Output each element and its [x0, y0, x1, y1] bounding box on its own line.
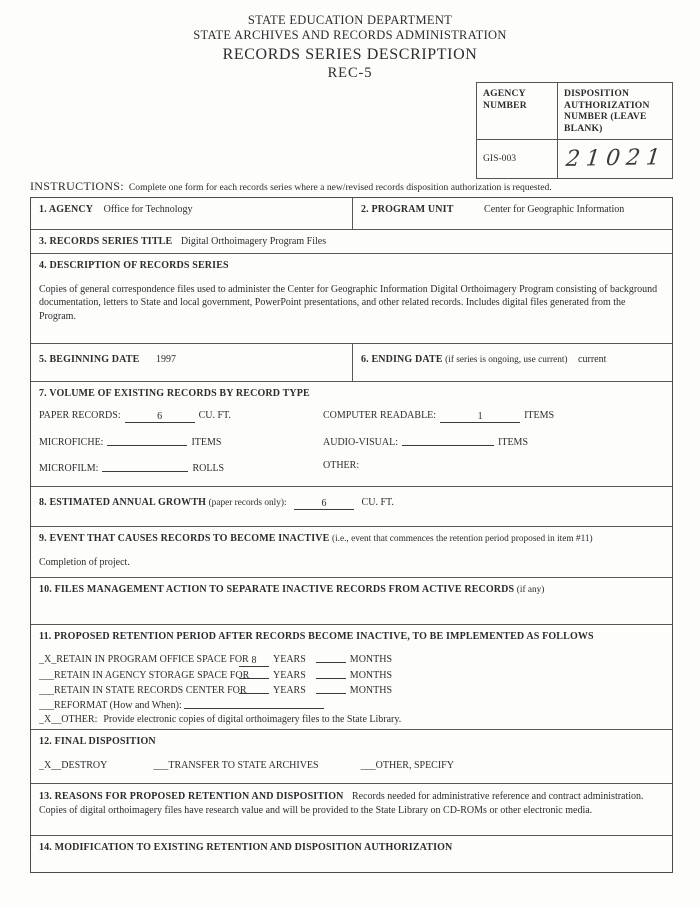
agency-number-value: GIS-003: [477, 140, 558, 178]
field-retention-period: [31, 624, 672, 729]
ending-date-label: 6. ENDING DATE: [361, 354, 443, 365]
row-agency-program: [31, 198, 672, 229]
destroy-option: [39, 760, 107, 771]
audio-visual-blank: [402, 434, 494, 446]
reformat-check: ___: [39, 700, 54, 712]
description-value: Copies of general correspondence files used to administer the Center for Geographic Information Digital Orthoimagery Program consisting of background documentation, letters to State and local government, PowerPoint presentations, and other related records. Includes digital files generated from the Program.: [39, 283, 658, 322]
reformat-label: REFORMAT (How and When):: [54, 700, 182, 712]
row-dates: [31, 343, 672, 381]
other-specify-option: [361, 760, 454, 771]
retention-label-2: RETAIN IN STATE RECORDS CENTER FOR: [54, 684, 247, 696]
field-agency: [31, 198, 353, 229]
inactive-event-note: (i.e., event that commences the retention period proposed in item #11): [331, 534, 593, 544]
agency-label: 1. AGENCY: [39, 204, 94, 215]
computer-readable-label: COMPUTER READABLE:: [323, 409, 437, 421]
field-modification: [31, 835, 672, 872]
microfilm-label: MICROFILM:: [39, 463, 99, 474]
volume-title: 7. VOLUME OF EXISTING RECORDS BY RECORD TYPE: [39, 388, 310, 399]
retention-years-blank-2: [239, 682, 269, 694]
header-department: STATE EDUCATION DEPARTMENT: [247, 13, 453, 27]
field-reasons: [31, 783, 672, 835]
retention-option-program-office: [39, 651, 664, 667]
records-series-form: [30, 197, 673, 873]
header-administration: STATE ARCHIVES AND RECORDS ADMINISTRATION: [193, 27, 507, 42]
final-disposition-title: 12. FINAL DISPOSITION: [39, 736, 156, 747]
retention-label-0: RETAIN IN PROGRAM OFFICE SPACE FOR: [56, 653, 249, 665]
disposition-authorization-value: 21021: [564, 145, 668, 173]
field-program-unit: [353, 198, 672, 229]
files-management-label: 10. FILES MANAGEMENT ACTION TO SEPARATE INACTIVE RECORDS FROM ACTIVE RECORDS: [39, 584, 515, 595]
annual-growth-label: 8. ESTIMATED ANNUAL GROWTH: [39, 497, 207, 508]
field-inactive-event: [31, 526, 672, 577]
reasons-value: Records needed for administrative reference and contract administration. Copies of digital orthoimagery files have research value and will be provided to the State Library on CD-ROMs or other electronic media.: [39, 791, 644, 816]
field-volume: [31, 381, 672, 486]
volume-microfiche: [39, 434, 323, 450]
audio-visual-unit: ITEMS: [498, 436, 528, 448]
microfilm-blank: [102, 460, 188, 472]
paper-records-unit: CU. FT.: [198, 409, 231, 421]
transfer-option: [153, 760, 318, 771]
beginning-date-label: 5. BEGINNING DATE: [39, 354, 140, 365]
retention-label-1: RETAIN IN AGENCY STORAGE SPACE FOR: [54, 669, 250, 681]
modification-label: 14. MODIFICATION TO EXISTING RETENTION AND DISPOSITION AUTHORIZATION: [39, 842, 453, 853]
volume-other: [323, 460, 664, 476]
retention-check-1: ___: [39, 669, 54, 681]
volume-other-label: OTHER:: [323, 460, 360, 471]
audio-visual-label: AUDIO-VISUAL:: [323, 436, 398, 448]
retention-months-label-1: MONTHS: [349, 669, 393, 681]
volume-computer-readable: [323, 410, 664, 423]
field-final-disposition: [31, 729, 672, 783]
transfer-label: TRANSFER TO STATE ARCHIVES: [168, 759, 319, 771]
retention-option-records-center: [39, 682, 664, 697]
agency-value: Office for Technology: [103, 204, 193, 215]
final-disposition-options: [39, 760, 664, 773]
retention-months-label-2: MONTHS: [349, 684, 393, 696]
disposition-authorization-header: DISPOSITION AUTHORIZATION NUMBER (LEAVE BLANK): [558, 83, 672, 140]
retention-months-blank-2: [316, 682, 346, 694]
ending-date-value: current: [578, 354, 607, 365]
header-form-number: REC-5: [327, 65, 373, 81]
retention-years-blank-0: 8: [239, 655, 269, 667]
inactive-event-label: 9. EVENT THAT CAUSES RECORDS TO BECOME INACTIVE: [39, 533, 330, 544]
microfiche-blank: [107, 434, 187, 446]
destroy-label: DESTROY: [61, 759, 108, 771]
retention-months-label-0: MONTHS: [349, 653, 393, 665]
retention-check-0: _X_: [39, 653, 57, 665]
microfilm-unit: ROLLS: [192, 463, 225, 474]
inactive-event-value: Completion of project.: [39, 556, 130, 568]
retention-option-reformat: [39, 697, 664, 712]
retention-years-blank-1: [239, 667, 269, 679]
field-description: [31, 253, 672, 343]
program-unit-label: 2. PROGRAM UNIT: [361, 204, 454, 215]
volume-microfilm: [39, 460, 323, 476]
reformat-blank: [184, 697, 324, 709]
ending-date-note: (if series is ongoing, use current): [445, 355, 568, 365]
description-label: 4. DESCRIPTION OF RECORDS SERIES: [39, 260, 229, 271]
retention-years-label-0: YEARS: [273, 653, 306, 665]
paper-records-label: PAPER RECORDS:: [39, 409, 121, 421]
program-unit-value: Center for Geographic Information: [484, 204, 625, 215]
other-specify-label: OTHER, SPECIFY: [375, 759, 454, 771]
authorization-number-box: [476, 82, 673, 179]
retention-other-check: _X__: [39, 713, 62, 725]
microfiche-label: MICROFICHE:: [39, 436, 104, 448]
beginning-date-value: 1997: [155, 354, 176, 365]
volume-audio-visual: [323, 434, 664, 450]
destroy-check: _X__: [39, 759, 62, 771]
field-files-management: [31, 577, 672, 624]
microfiche-unit: ITEMS: [191, 436, 222, 448]
reasons-label: 13. REASONS FOR PROPOSED RETENTION AND DISPOSITION: [39, 791, 344, 802]
volume-paper-records: [39, 410, 323, 423]
document-header: [0, 13, 700, 82]
annual-growth-unit: CU. FT.: [361, 497, 394, 508]
field-beginning-date: [31, 344, 353, 381]
field-ending-date: [353, 344, 672, 381]
instructions-text: Complete one form for each records series where a new/revised records disposition authorization is requested.: [128, 182, 552, 193]
retention-option-other: [39, 713, 664, 726]
agency-number-header: AGENCY NUMBER: [477, 83, 558, 140]
retention-years-label-1: YEARS: [273, 669, 306, 681]
other-specify-check: ___: [360, 759, 376, 771]
retention-other-text: Provide electronic copies of digital orthoimagery files to the State Library.: [103, 713, 402, 725]
series-title-value: Digital Orthoimagery Program Files: [180, 236, 327, 247]
instructions-label: INSTRUCTIONS:: [30, 179, 124, 193]
computer-readable-blank: 1: [440, 411, 520, 423]
series-title-label: 3. RECORDS SERIES TITLE: [39, 236, 173, 247]
paper-records-blank: 6: [125, 411, 195, 423]
retention-months-blank-1: [316, 667, 346, 679]
retention-check-2: ___: [39, 684, 54, 696]
retention-months-blank-0: [316, 651, 346, 663]
volume-grid: [39, 410, 664, 476]
files-management-note: (if any): [516, 585, 545, 595]
instructions-line: [30, 177, 680, 195]
annual-growth-note: (paper records only):: [208, 498, 287, 508]
header-form-title: RECORDS SERIES DESCRIPTION: [222, 46, 478, 63]
retention-option-agency-storage: [39, 667, 664, 682]
transfer-check: ___: [153, 759, 169, 771]
computer-readable-unit: ITEMS: [524, 409, 555, 421]
field-series-title: [31, 229, 672, 253]
retention-years-label-2: YEARS: [273, 684, 306, 696]
field-annual-growth: [31, 486, 672, 526]
retention-title: 11. PROPOSED RETENTION PERIOD AFTER RECORDS BECOME INACTIVE, TO BE IMPLEMENTED AS FOLLOWS: [39, 631, 594, 642]
annual-growth-blank: 6: [294, 498, 354, 510]
retention-options: [39, 651, 664, 727]
retention-other-label: OTHER:: [61, 713, 98, 725]
